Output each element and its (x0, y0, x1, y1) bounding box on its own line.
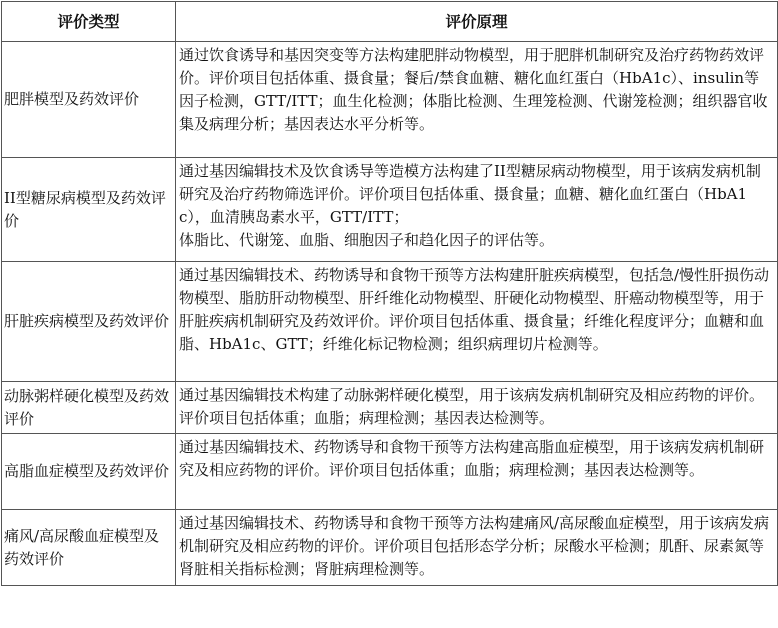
row-desc-diabetes (176, 158, 778, 262)
row-desc-gout: 通过基因编辑技术、药物诱导和食物干预等方法构建痛风/高尿酸血症模型，用于该病发病机制研究及相应药物的评价。评价项目包括形态学分析；尿酸水平检测；肌酐、尿素氮等肾脏相关指标检测；肾脏病理检测等。 (176, 510, 778, 586)
table-row (2, 262, 778, 382)
row-desc-diabetes-part1: 通过基因编辑技术及饮食诱导等造模方法构建了II型糖尿病动物模型，用于该病发病机制研究及治疗药物筛选评价。评价项目包括体重、摄食量；血糖、糖化血红蛋白（HbA1c），血清胰岛素水平，GTT/ITT； (179, 162, 761, 226)
table-row (2, 158, 778, 262)
header-evaluation-principle: 评价原理 (176, 2, 778, 42)
row-desc-obesity: 通过饮食诱导和基因突变等方法构建肥胖动物模型，用于肥胖机制研究及治疗药物药效评价。评价项目包括体重、摄食量；餐后/禁食血糖、糖化血红蛋白（HbA1c）、insulin等因子检测，GTT/ITT；血生化检测；体脂比检测、生理笼检测、代谢笼检测；组织器官收集及病理分析；基因表达水平分析等。 (176, 42, 778, 158)
row-desc-atherosclerosis: 通过基因编辑技术构建了动脉粥样硬化模型，用于该病发病机制研究及相应药物的评价。评价项目包括体重；血脂；病理检测；基因表达检测等。 (176, 382, 778, 434)
table-row (2, 434, 778, 510)
row-type-atherosclerosis: 动脉粥样硬化模型及药效评价 (2, 382, 176, 434)
header-evaluation-type: 评价类型 (2, 2, 176, 42)
row-type-diabetes: II型糖尿病模型及药效评价 (2, 158, 176, 262)
table-header-row (2, 2, 778, 42)
table-row (2, 510, 778, 586)
row-desc-liver: 通过基因编辑技术、药物诱导和食物干预等方法构建肝脏疾病模型，包括急/慢性肝损伤动物模型、脂肪肝动物模型、肝纤维化动物模型、肝硬化动物模型、肝癌动物模型等，用于肝脏疾病机制研究及药效评价。评价项目包括体重、摄食量；纤维化程度评分；血糖和血脂、HbA1c、GTT；纤维化标记物检测；组织病理切片检测等。 (176, 262, 778, 382)
row-type-hyperlipidemia: 高脂血症模型及药效评价 (2, 434, 176, 510)
table-row (2, 42, 778, 158)
row-type-liver: 肝脏疾病模型及药效评价 (2, 262, 176, 382)
row-desc-hyperlipidemia: 通过基因编辑技术、药物诱导和食物干预等方法构建高脂血症模型，用于该病发病机制研究及相应药物的评价。评价项目包括体重；血脂；病理检测；基因表达检测等。 (176, 434, 778, 510)
row-desc-diabetes-part2: 体脂比、代谢笼、血脂、细胞因子和趋化因子的评估等。 (179, 231, 555, 249)
row-type-obesity: 肥胖模型及药效评价 (2, 42, 176, 158)
table-row (2, 382, 778, 434)
evaluation-table (1, 1, 778, 586)
row-type-gout: 痛风/高尿酸血症模型及药效评价 (2, 510, 176, 586)
